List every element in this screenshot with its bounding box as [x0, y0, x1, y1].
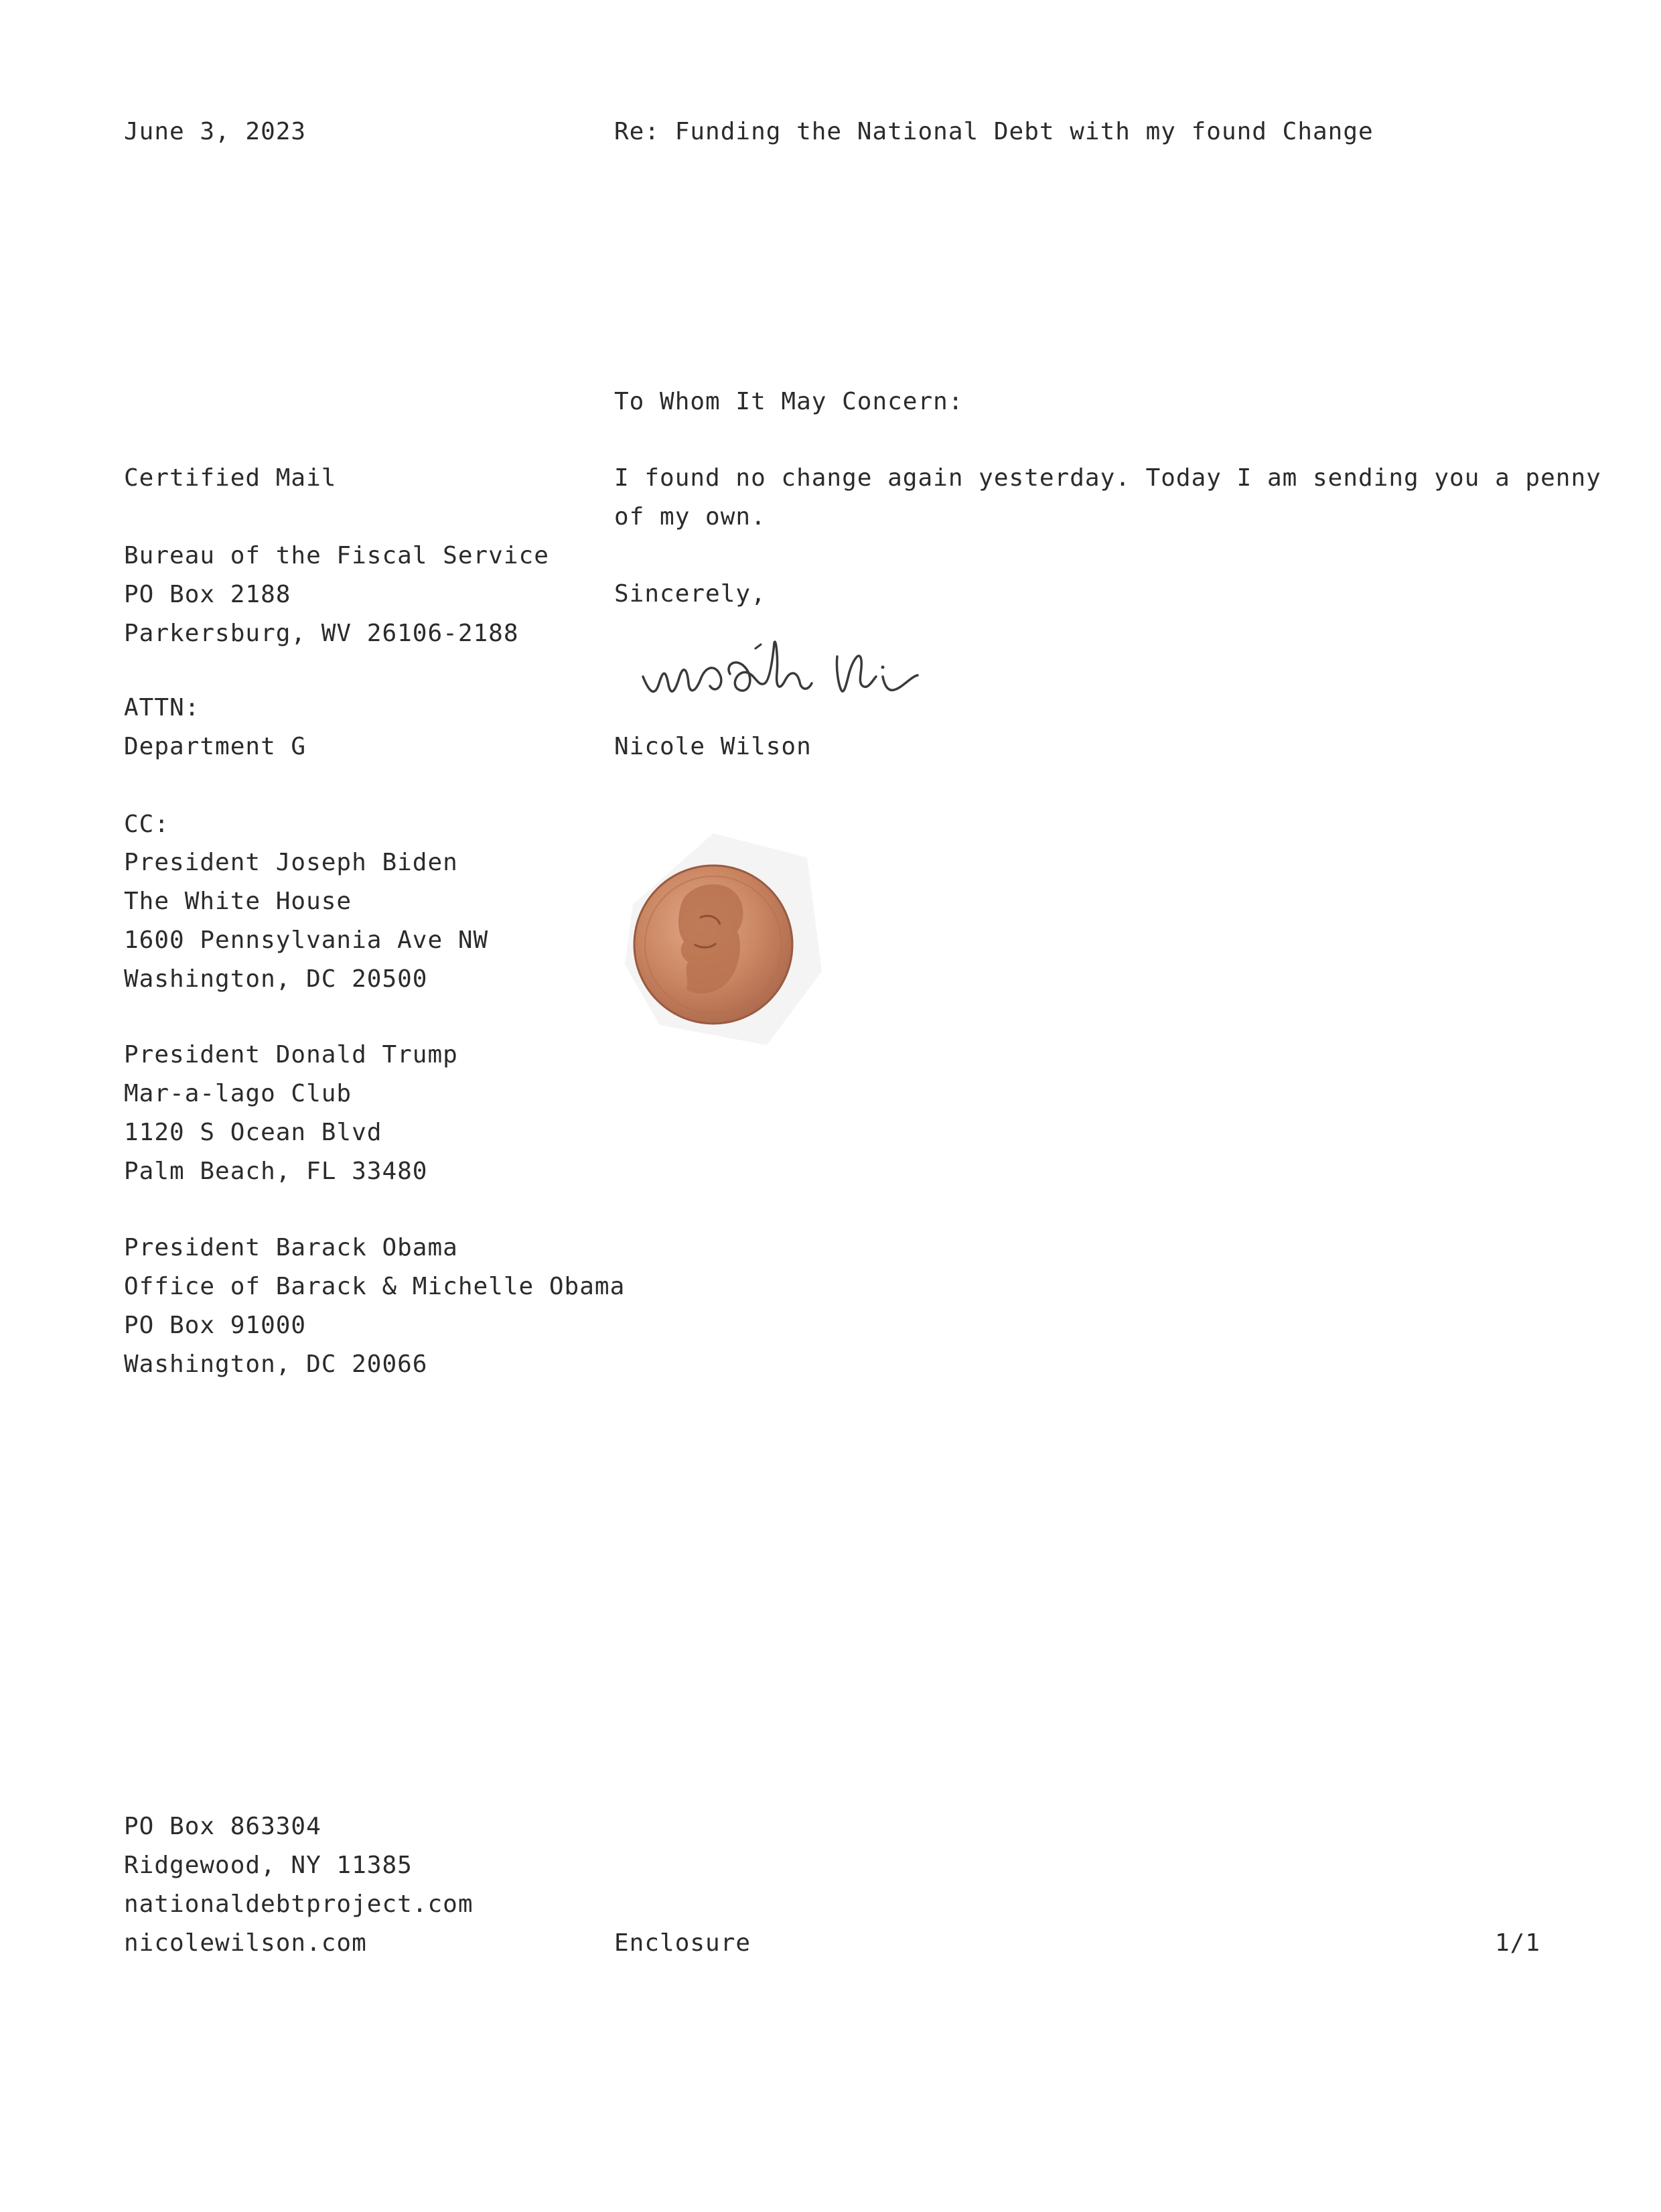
cc-line: Mar-a-lago Club [124, 1080, 352, 1107]
cc-recipient [124, 1229, 625, 1384]
cc-line: President Joseph Biden [124, 849, 458, 876]
cc-line: 1120 S Ocean Blvd [124, 1119, 382, 1146]
sender-website: nicolewilson.com [124, 1929, 367, 1957]
sender-address [124, 1807, 474, 1963]
attn-label: ATTN: [124, 694, 200, 721]
cc-line: Washington, DC 20500 [124, 965, 428, 993]
enclosure-label: Enclosure [614, 1929, 751, 1957]
penny-coin-icon [620, 831, 834, 1052]
body-line-1: I found no change again yesterday. Today I am sending you a penny [614, 464, 1601, 492]
cc-line: Office of Barack & Michelle Obama [124, 1273, 626, 1300]
signatory-name: Nicole Wilson [614, 733, 812, 760]
cc-line: PO Box 91000 [124, 1312, 307, 1339]
recipient-line: Bureau of the Fiscal Service [124, 542, 549, 569]
cc-line: Palm Beach, FL 33480 [124, 1158, 428, 1185]
recipient-line: PO Box 2188 [124, 581, 291, 608]
cc-line: The White House [124, 888, 352, 915]
cc-label: CC: [124, 811, 170, 838]
salutation: To Whom It May Concern: [614, 388, 964, 415]
cc-line: Washington, DC 20066 [124, 1351, 428, 1378]
attn-value: Department G [124, 733, 307, 760]
cc-recipient [124, 1036, 458, 1191]
page-number: 1/1 [1494, 1929, 1540, 1957]
attention-block [124, 689, 306, 766]
body-line-2: of my own. [614, 503, 766, 531]
recipient-address [124, 537, 549, 653]
closing: Sincerely, [614, 580, 766, 608]
letter-date: June 3, 2023 [124, 118, 307, 145]
letter-body [614, 459, 1601, 537]
sender-website: nationaldebtproject.com [124, 1890, 474, 1918]
cc-line: President Donald Trump [124, 1041, 458, 1068]
recipient-line: Parkersburg, WV 26106-2188 [124, 620, 519, 647]
letter-subject: Re: Funding the National Debt with my found Change [614, 118, 1374, 145]
signature-icon [636, 630, 985, 710]
sender-line: PO Box 863304 [124, 1813, 321, 1840]
cc-line: President Barack Obama [124, 1234, 458, 1261]
cc-line: 1600 Pennsylvania Ave NW [124, 926, 489, 954]
mailing-method: Certified Mail [124, 464, 337, 492]
cc-recipient [124, 843, 488, 999]
sender-line: Ridgewood, NY 11385 [124, 1852, 413, 1879]
